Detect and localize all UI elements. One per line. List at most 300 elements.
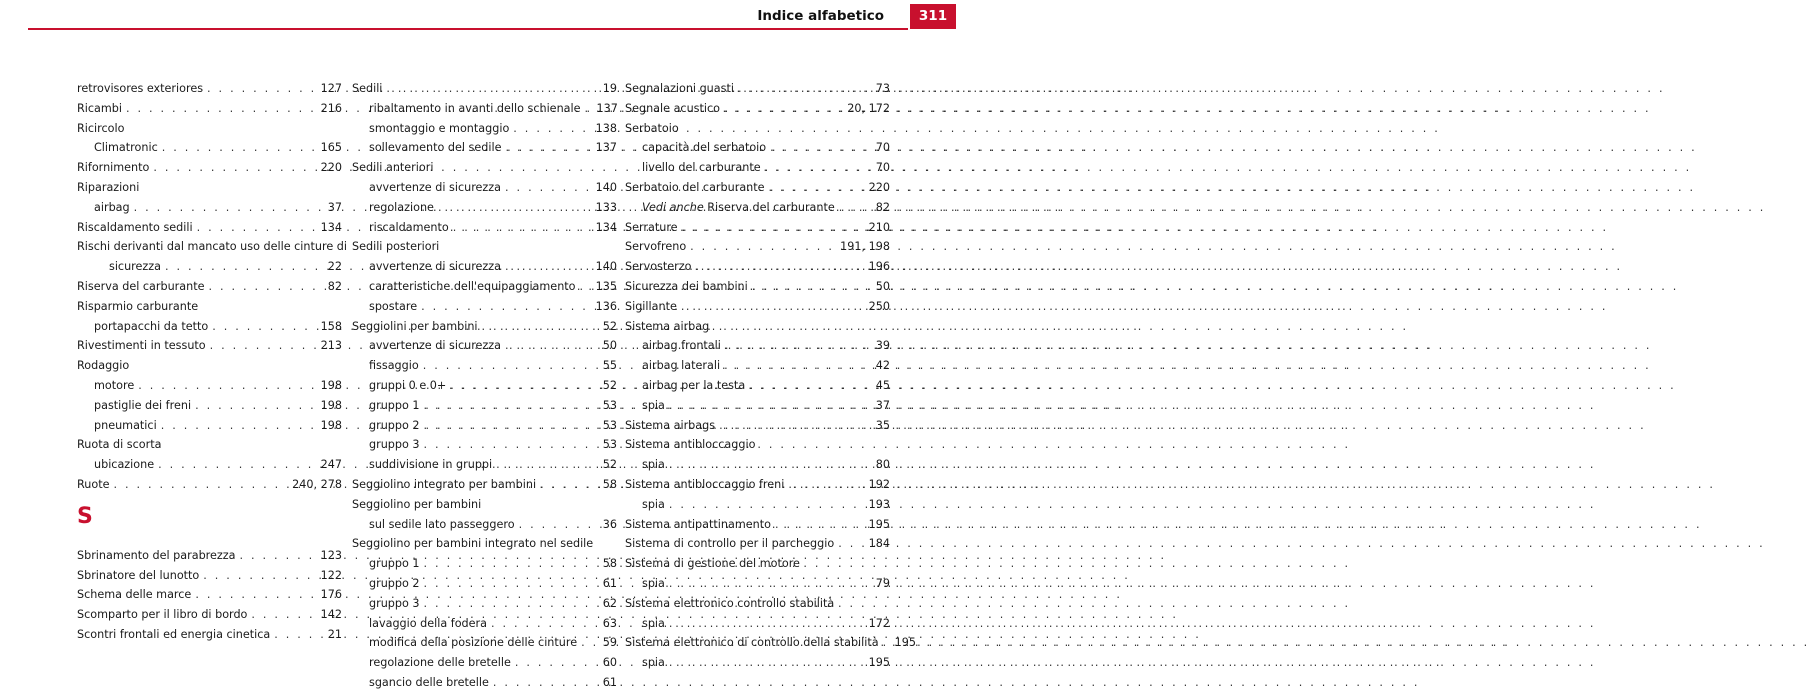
page-reference[interactable]: 134 (595, 220, 617, 234)
entry-term (625, 416, 715, 436)
page-reference[interactable]: 198 (320, 378, 342, 392)
index-entry (77, 237, 347, 257)
entry-term (642, 336, 721, 356)
page-reference[interactable]: 140 (595, 180, 617, 194)
entry-term (369, 356, 419, 376)
index-subentry (352, 633, 617, 653)
entry-term (625, 119, 679, 139)
page-reference[interactable]: 247 (320, 458, 342, 472)
entry-text: Segnalazioni guasti (625, 82, 734, 95)
page-reference[interactable]: 39 (875, 339, 890, 353)
page-reference[interactable]: 127 (320, 82, 342, 95)
dot-leader (203, 79, 321, 99)
entry-text: gruppo 3 (369, 438, 420, 452)
page-reference[interactable]: 195 (894, 636, 916, 650)
entry-text: gruppo 1 (369, 557, 420, 571)
index-entry (625, 297, 890, 317)
index-subentry (352, 653, 617, 673)
page-reference[interactable]: 193 (868, 497, 890, 511)
index-entry (77, 297, 342, 317)
page-reference[interactable]: 158 (320, 319, 342, 333)
dot-leader (501, 336, 603, 356)
entry-text: avvertenze di sicurezza (369, 339, 502, 353)
page-reference[interactable]: 195 (868, 656, 890, 670)
page-reference[interactable]: 22 (327, 260, 342, 274)
index-subentry (352, 574, 617, 594)
entry-text: sicurezza (109, 260, 162, 274)
index-entry (352, 79, 617, 99)
index-entry (77, 356, 342, 376)
index-subentry (625, 158, 890, 178)
index-entry (625, 277, 890, 297)
entry-term (369, 119, 509, 139)
entry-text: motore (94, 378, 135, 392)
dot-leader (665, 653, 869, 673)
entry-text: Riserva del carburante (77, 279, 205, 293)
entry-term (77, 566, 199, 586)
dot-leader (122, 99, 321, 119)
entry-text: gruppo 3 (369, 596, 420, 610)
page-reference[interactable]: 60 (602, 656, 617, 670)
page-reference[interactable]: 191, 198 (840, 240, 890, 254)
index-subentry (625, 614, 890, 634)
entry-text: Seggiolini per bambini (352, 319, 478, 333)
dot-leader (149, 158, 320, 178)
entry-term (369, 515, 515, 535)
entry-term (352, 158, 433, 178)
entry-term (642, 138, 766, 158)
page-reference[interactable]: 58 (602, 557, 617, 571)
dot-leader (715, 416, 876, 436)
page-reference[interactable]: 61 (602, 576, 617, 590)
entry-text: riscaldamento (369, 220, 449, 234)
index-subentry (625, 396, 890, 416)
page-reference[interactable]: 220 (868, 180, 890, 194)
entry-text: retrovisores exteriores (77, 82, 204, 95)
dot-leader (199, 566, 320, 586)
page-reference[interactable]: 50 (602, 339, 617, 353)
entry-term (369, 455, 492, 475)
entry-text: Riparazioni (77, 180, 140, 194)
entry-term (369, 257, 501, 277)
dot-leader (665, 455, 876, 475)
dot-leader (665, 396, 876, 416)
page-reference[interactable]: 19 (602, 82, 617, 95)
page-reference[interactable]: 240, 278 (292, 477, 342, 491)
index-entry (625, 79, 890, 99)
page-reference[interactable]: 36 (602, 517, 617, 531)
page-reference[interactable]: 137 (596, 101, 618, 115)
entry-term (94, 376, 134, 396)
index-entry (625, 416, 890, 436)
dot-leader (417, 297, 596, 317)
entry-text: Sbrinatore del lunotto (77, 568, 200, 582)
page-reference[interactable]: 63 (602, 616, 617, 630)
page-reference[interactable]: 82 (327, 279, 342, 293)
dot-leader (420, 416, 603, 436)
index-entry (77, 218, 342, 238)
entry-term (625, 594, 834, 614)
page-reference[interactable]: 50 (875, 279, 890, 293)
dot-leader (509, 119, 595, 139)
index-subentry (77, 198, 342, 218)
entry-term (625, 218, 678, 238)
index-subentry (77, 455, 342, 475)
dot-leader (577, 633, 603, 653)
index-entry (625, 554, 890, 574)
entry-text: airbag frontali (642, 339, 721, 353)
page-reference[interactable]: 213 (320, 339, 342, 353)
dot-leader (191, 396, 321, 416)
entry-text: pastiglie dei freni (94, 398, 192, 412)
index-entry (77, 158, 342, 178)
entry-text: Schema delle marce (77, 588, 192, 602)
dot-leader (492, 455, 603, 475)
index-subentry (352, 356, 617, 376)
page-reference[interactable]: 52 (602, 378, 617, 392)
dot-leader (205, 277, 328, 297)
index-entry (625, 534, 890, 554)
index-subentry (352, 297, 617, 317)
page-reference[interactable]: 20, 172 (847, 101, 890, 115)
entry-term (352, 475, 536, 495)
page-reference[interactable]: 122 (320, 568, 342, 582)
dot-leader (109, 475, 292, 495)
dot-leader (581, 99, 597, 119)
dot-leader (191, 585, 320, 605)
dot-leader (420, 435, 603, 455)
dot-leader (765, 178, 869, 198)
dot-leader (879, 633, 895, 653)
dot-leader (130, 198, 328, 218)
entry-term (352, 237, 439, 257)
index-entry (77, 605, 342, 625)
entry-text: Serbatoio del carburante (625, 180, 765, 194)
entry-term (369, 396, 420, 416)
page-reference[interactable]: 52 (602, 458, 617, 472)
entry-text: regolazione delle bretelle (369, 656, 511, 670)
page-reference[interactable]: 70 (875, 141, 890, 155)
index-entry (625, 515, 890, 535)
entry-term (625, 79, 734, 99)
index-entry (625, 119, 890, 139)
index-entry (352, 158, 617, 178)
index-subentry (625, 495, 890, 515)
entry-text: gruppo 2 (369, 418, 420, 432)
index-subentry (352, 554, 617, 574)
entry-text: portapacchi da tetto (94, 319, 209, 333)
index-entry (625, 594, 890, 614)
index-subentry (625, 455, 890, 475)
entry-term (625, 554, 800, 574)
dot-leader (236, 546, 321, 566)
index-subentry (77, 416, 342, 436)
index-entry (77, 277, 342, 297)
page-reference[interactable]: 216 (320, 101, 342, 115)
page-reference[interactable]: 137 (595, 141, 617, 155)
page-reference[interactable]: 35 (875, 418, 890, 432)
entry-term (369, 297, 417, 317)
dot-leader (206, 336, 321, 356)
index-entry (77, 336, 342, 356)
entry-term (369, 594, 420, 614)
entry-term (625, 277, 748, 297)
entry-text: caratteristiche dell'equipaggiamento (369, 279, 576, 293)
page-reference[interactable]: 138 (595, 121, 617, 135)
entry-term (369, 633, 577, 653)
index-entry (625, 178, 890, 198)
index-subentry (352, 594, 617, 614)
entry-term (369, 574, 420, 594)
entry-text: Riscaldamento sedili (77, 220, 193, 234)
entry-text: airbag per la testa (642, 378, 746, 392)
entry-term (625, 475, 784, 495)
page-reference[interactable]: 196 (868, 260, 890, 274)
dot-leader (487, 614, 603, 634)
page-reference[interactable]: 165 (320, 141, 342, 155)
entry-term (625, 237, 686, 257)
entry-text: sul sedile lato passeggero (369, 517, 515, 531)
page-reference[interactable]: 58 (602, 477, 617, 491)
entry-term (369, 376, 446, 396)
page-reference[interactable]: 220 (320, 161, 342, 175)
entry-text: Sedili posteriori (352, 240, 440, 254)
dot-leader (134, 376, 320, 396)
entry-term (625, 633, 879, 653)
index-entry (77, 566, 342, 586)
entry-term (77, 356, 129, 376)
entry-term (77, 158, 149, 178)
index-subentry (352, 257, 617, 277)
entry-term (642, 158, 761, 178)
index-subentry (352, 336, 617, 356)
entry-term (369, 198, 434, 218)
index-entry (352, 534, 617, 554)
page-reference[interactable]: 136 (595, 299, 617, 313)
page-reference[interactable]: 73 (875, 82, 890, 95)
entry-term (369, 435, 420, 455)
entry-text: Ruote (77, 477, 110, 491)
entry-term (94, 455, 154, 475)
entry-term (642, 614, 665, 634)
index-subentry (625, 653, 890, 673)
dot-leader (382, 79, 602, 99)
index-entry (625, 633, 916, 653)
page-reference[interactable]: 55 (602, 359, 617, 373)
dot-leader (677, 297, 869, 317)
page-reference[interactable]: 53 (602, 438, 617, 452)
page-reference[interactable]: 192 (868, 477, 890, 491)
entry-term (369, 673, 489, 693)
index-entry (625, 237, 890, 257)
dot-leader (501, 138, 595, 158)
entry-term (352, 495, 481, 515)
page-reference[interactable]: 62 (602, 596, 617, 610)
index-subentry (352, 515, 617, 535)
dot-leader (734, 79, 876, 99)
page-reference[interactable]: 37 (327, 200, 342, 214)
page-reference[interactable]: 37 (875, 398, 890, 412)
entry-text: Ruota di scorta (77, 438, 162, 452)
index-subentry (625, 574, 890, 594)
index-column-1 (77, 79, 347, 645)
index-subentry (352, 376, 617, 396)
page-reference[interactable]: 198 (320, 418, 342, 432)
page-reference[interactable]: 80 (875, 458, 890, 472)
entry-term (94, 416, 157, 436)
entry-text: Sistema elettronico di controllo della stabilità (625, 636, 879, 650)
entry-text: Servosterzo (625, 260, 692, 274)
entry-term (352, 534, 593, 554)
entry-text: gruppi 0 e 0+ (369, 378, 447, 392)
page-number-badge: 311 (910, 4, 956, 29)
index-entry (625, 99, 890, 119)
index-entry (625, 435, 890, 455)
entry-text: pneumatici (94, 418, 157, 432)
page-reference[interactable]: 61 (602, 675, 617, 689)
page-reference[interactable]: 82 (875, 200, 890, 214)
index-entry (352, 237, 617, 257)
entry-text: smontaggio e montaggio (369, 121, 510, 135)
entry-term (625, 178, 765, 198)
dot-leader (665, 574, 876, 594)
dot-leader (766, 138, 876, 158)
dot-leader (748, 277, 876, 297)
index-entry (77, 178, 342, 198)
index-entry (77, 79, 342, 99)
page-reference[interactable]: 133 (595, 200, 617, 214)
entry-term (369, 178, 501, 198)
entry-text: Serbatoio (625, 121, 679, 135)
index-subentry (625, 336, 890, 356)
dot-leader (834, 534, 868, 554)
page-reference[interactable]: 70 (875, 161, 890, 175)
entry-text: modifica della posizione delle cinture (369, 636, 578, 650)
entry-text: Riserva del carburante (707, 200, 835, 214)
index-entry (77, 475, 342, 495)
dot-leader (270, 625, 328, 645)
entry-term (642, 495, 665, 515)
dot-leader (489, 673, 603, 693)
entry-text: Seggiolino per bambini (352, 497, 482, 511)
entry-text: suddivisione in gruppi (369, 458, 493, 472)
entry-term (109, 257, 161, 277)
entry-text: sgancio delle bretelle (369, 675, 489, 689)
index-subentry (352, 119, 617, 139)
entry-text: Sicurezza dei bambini (625, 279, 748, 293)
index-column-3 (625, 79, 916, 673)
entry-term (369, 277, 576, 297)
entry-text: airbag laterali (642, 359, 721, 373)
dot-leader (158, 138, 321, 158)
entry-term (77, 435, 161, 455)
page-reference[interactable]: 250 (868, 299, 890, 313)
entry-term (352, 317, 478, 337)
dot-leader (193, 218, 321, 238)
entry-text: Sistema antibloccaggio freni (625, 477, 785, 491)
entry-text: Ricambi (77, 101, 122, 115)
page-reference[interactable]: 52 (602, 319, 617, 333)
entry-text: Sedili (352, 82, 383, 95)
entry-term (77, 297, 198, 317)
dot-leader (434, 198, 596, 218)
section-letter: S (77, 503, 93, 529)
page-reference[interactable]: 42 (875, 359, 890, 373)
page-reference[interactable]: 53 (602, 418, 617, 432)
entry-text: spia (642, 458, 665, 472)
entry-text: ribaltamento in avanti dello schienale (369, 101, 581, 115)
entry-text: Sistema airbag (625, 319, 710, 333)
entry-term (77, 178, 139, 198)
page-reference[interactable]: 140 (595, 260, 617, 274)
entry-term (369, 554, 420, 574)
index-subentry (625, 356, 890, 376)
entry-text: spia (642, 576, 665, 590)
entry-text: Seggiolino per bambini integrato nel sedile (352, 537, 594, 551)
index-subentry (352, 416, 617, 436)
dot-leader (576, 277, 596, 297)
index-entry (77, 585, 342, 605)
index-entry (625, 257, 890, 277)
index-entry (625, 317, 890, 337)
index-subentry (352, 277, 617, 297)
dot-leader (511, 653, 603, 673)
dot-leader (161, 257, 328, 277)
entry-term (77, 79, 203, 99)
index-subentry (352, 198, 617, 218)
page-reference[interactable]: 135 (595, 279, 617, 293)
page-reference[interactable]: 184 (868, 537, 890, 551)
dot-leader (515, 515, 603, 535)
index-subentry (625, 138, 890, 158)
page-reference[interactable]: 198 (320, 398, 342, 412)
page-reference[interactable]: 142 (320, 608, 342, 622)
entry-term (77, 119, 124, 139)
entry-text: Sigillante (625, 299, 677, 313)
page-reference[interactable]: 79 (875, 576, 890, 590)
dot-leader (761, 158, 876, 178)
dot-leader (501, 178, 596, 198)
index-entry (352, 475, 617, 495)
index-subentry (352, 435, 617, 455)
entry-text: Sistema di gestione del motore (625, 557, 800, 571)
page-reference[interactable]: 172 (868, 616, 890, 630)
dot-leader (420, 574, 603, 594)
page-reference[interactable]: 195 (868, 517, 890, 531)
page-reference[interactable]: 21 (327, 627, 342, 641)
page-reference[interactable]: 176 (320, 588, 342, 602)
entry-text: regolazione (369, 200, 434, 214)
index-subentry (352, 614, 617, 634)
page-title: Indice alfabetico (757, 8, 884, 24)
page-reference[interactable]: 210 (868, 220, 890, 234)
page-reference[interactable]: 53 (602, 398, 617, 412)
index-entry (625, 218, 890, 238)
index-column-2 (352, 79, 617, 693)
dot-leader (478, 317, 603, 337)
index-entry (352, 495, 617, 515)
index-entry (77, 99, 342, 119)
entry-term (77, 237, 347, 257)
page-reference[interactable]: 134 (320, 220, 342, 234)
page-reference[interactable]: 45 (875, 378, 890, 392)
page-reference[interactable]: 59 (602, 636, 617, 650)
dot-leader (665, 614, 869, 634)
page-reference[interactable]: 123 (320, 548, 342, 562)
entry-term (77, 99, 122, 119)
entry-term (625, 317, 709, 337)
entry-term (642, 396, 665, 416)
